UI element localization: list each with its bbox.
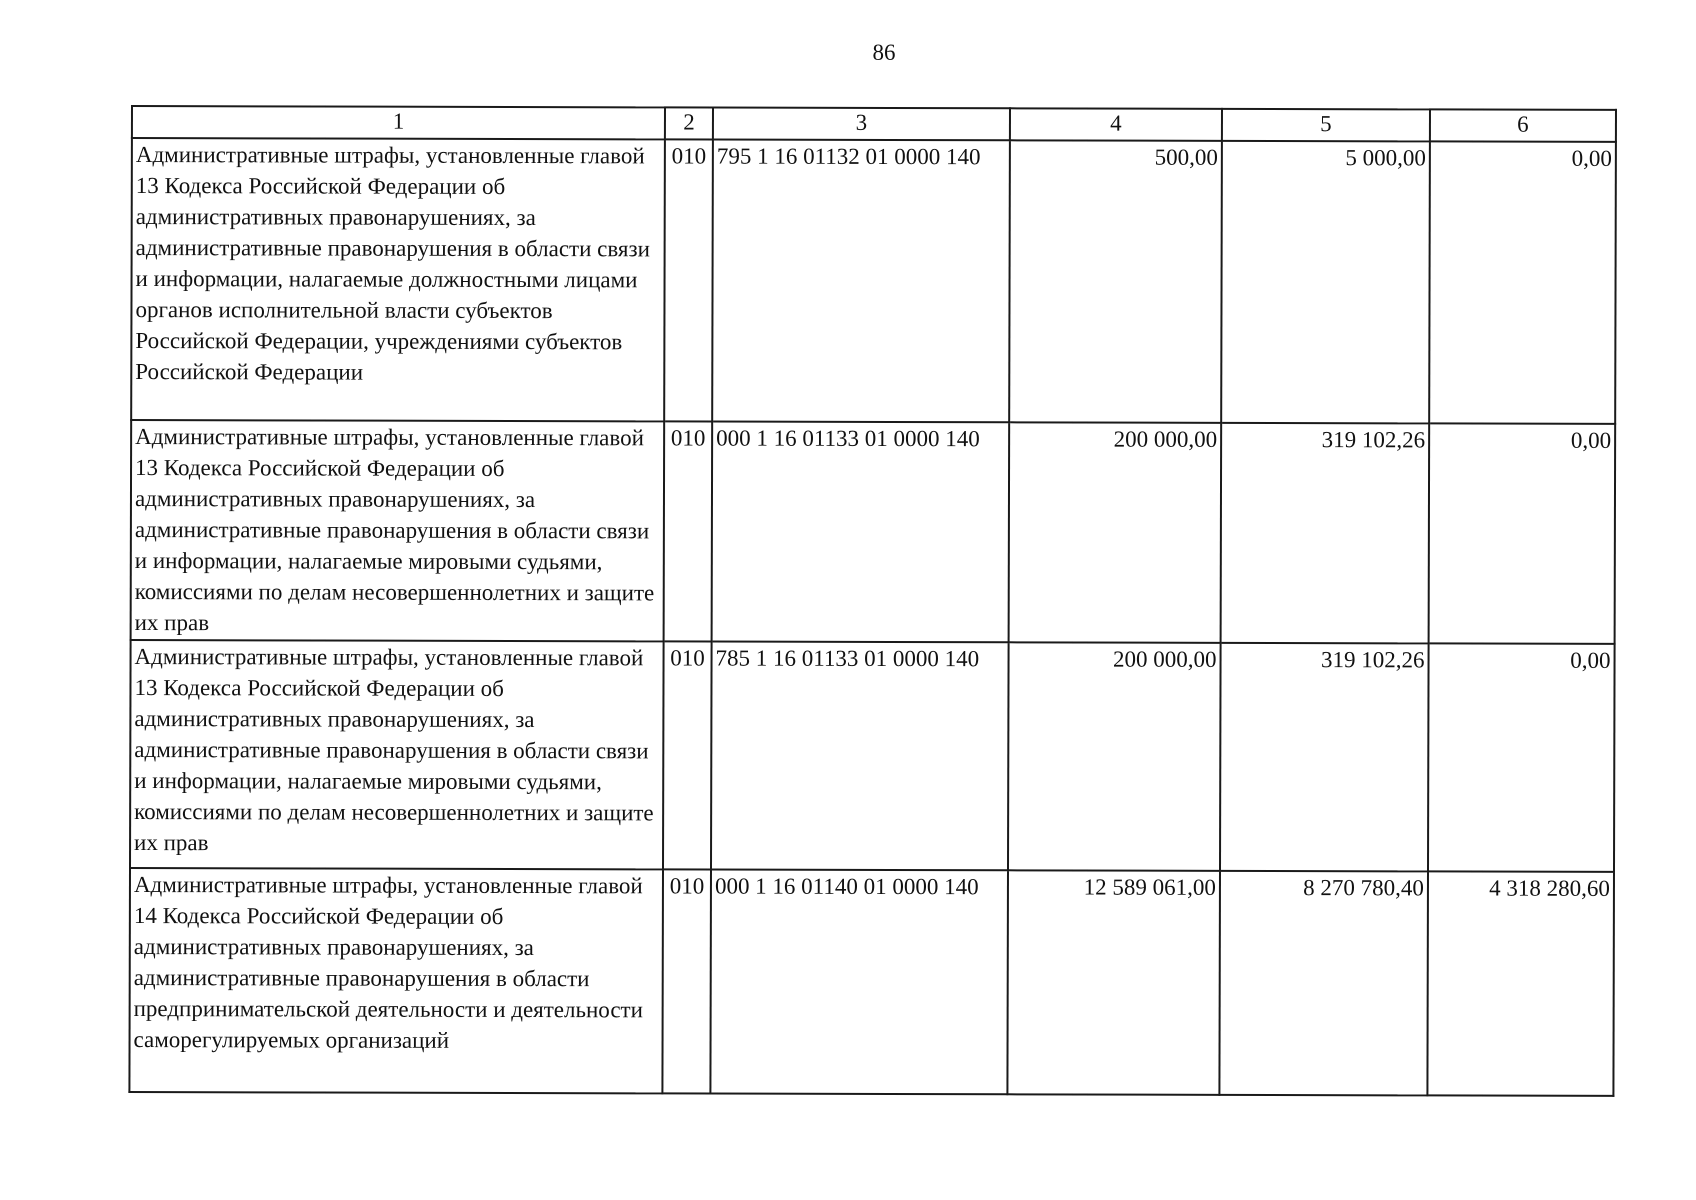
row-col4: 200 000,00 [1009, 422, 1222, 643]
header-col-1: 1 [132, 106, 665, 139]
table-row [130, 640, 1615, 872]
row-code: 010 [662, 869, 711, 1093]
row-col5: 8 270 780,40 [1219, 871, 1428, 1096]
row-col4: 12 589 061,00 [1007, 870, 1220, 1095]
row-col6: 0,00 [1429, 423, 1616, 643]
page-number: 86 [872, 40, 896, 65]
row-kbk: 000 1 16 01140 01 0000 140 [710, 870, 1008, 1095]
table-row [129, 868, 1614, 1096]
row-name: Административные штрафы, установленные главой 13 Кодекса Российской Федерации об административных правонарушениях, за административные правонарушения в области связи и информации, налагаемые мировыми судьями, комиссиями по делам несовершеннолетних и защите их прав [130, 640, 664, 869]
header-col-5: 5 [1222, 109, 1430, 142]
row-code: 010 [664, 139, 713, 421]
table-row [131, 420, 1616, 644]
row-col6: 0,00 [1429, 141, 1616, 423]
header-col-3: 3 [713, 108, 1010, 141]
revenue-table [128, 105, 1617, 1097]
row-kbk: 785 1 16 01133 01 0000 140 [711, 642, 1009, 871]
row-name: Административные штрафы, установленные главой 14 Кодекса Российской Федерации об административных правонарушениях, за административные правонарушения в области предпринимательской деятельности и деятельности саморегулируемых организаций [129, 868, 663, 1093]
table-header-row [132, 106, 1616, 142]
header-col-6: 6 [1430, 109, 1616, 141]
row-col4: 500,00 [1009, 140, 1222, 423]
row-col5: 319 102,26 [1220, 643, 1429, 872]
header-col-2: 2 [665, 107, 713, 139]
row-code: 010 [663, 641, 712, 869]
row-kbk: 795 1 16 01132 01 0000 140 [712, 140, 1010, 423]
row-col5: 5 000,00 [1221, 141, 1430, 424]
row-kbk: 000 1 16 01133 01 0000 140 [712, 422, 1010, 643]
row-col4: 200 000,00 [1008, 642, 1221, 871]
row-name: Административные штрафы, установленные главой 13 Кодекса Российской Федерации об административных правонарушениях, за административные правонарушения в области связи и информации, налагаемые должностными лицами органов исполнительной власти субъектов Российской Федерации, учреждениями субъектов Российской Федерации [131, 138, 665, 421]
row-code: 010 [664, 421, 713, 641]
row-name: Административные штрафы, установленные главой 13 Кодекса Российской Федерации об административных правонарушениях, за административные правонарушения в области связи и информации, налагаемые мировыми судьями, комиссиями по делам несовершеннолетних и защите их прав [131, 420, 665, 641]
table-row [131, 138, 1616, 424]
row-col5: 319 102,26 [1221, 423, 1430, 644]
header-col-4: 4 [1010, 108, 1222, 141]
row-col6: 4 318 280,60 [1427, 871, 1614, 1095]
row-col6: 0,00 [1428, 643, 1615, 871]
